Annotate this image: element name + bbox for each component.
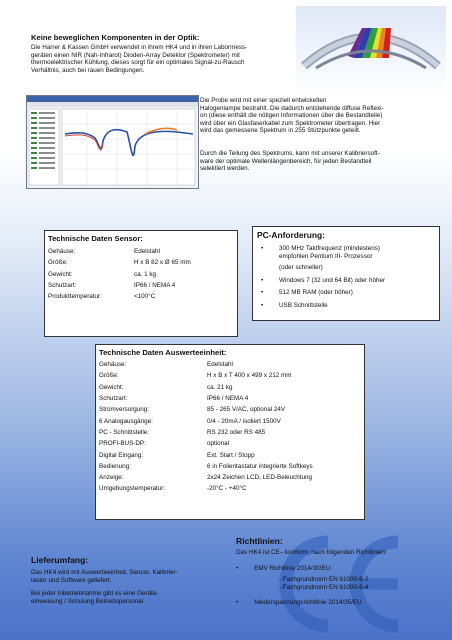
- text-line: Durch die Teilung des Spektrums, kann mit unserer Kalibriersoft-: [200, 150, 380, 157]
- text-line: Das HK4 wird mit Auswerteeinheit, Sensor, Kalibrier-: [31, 569, 178, 576]
- text-line: taster und Software geliefert.: [31, 576, 112, 584]
- sensor-specs-title: Technische Daten Sensor:: [48, 234, 143, 243]
- spec-row: [99, 359, 364, 370]
- norm-line: - Fachgrundnorm EN 61000-6-2: [279, 576, 369, 583]
- unit-specs-title: Technische Daten Auswerteeinheit:: [99, 348, 227, 357]
- spec-key: Bedienung:: [99, 462, 131, 470]
- text-line: Die Probe wird mit einer speziell entwickelten: [200, 97, 327, 104]
- spec-value: H x B 82 x Ø 65 mm: [134, 259, 191, 267]
- text-line: empfohlen Pentium III- Prozessor: [279, 252, 373, 260]
- spec-row: [99, 438, 364, 449]
- text-line: wird das gemessene Spektrum in 255 Stützpunkte geteilt.: [200, 127, 361, 135]
- spec-key: Digital Eingang:: [99, 451, 144, 459]
- spec-key: Gehäuse:: [48, 248, 76, 256]
- bullet-icon: •: [236, 565, 239, 572]
- spec-value: IP66 / NEMA 4: [207, 395, 249, 403]
- optics-heading: Keine beweglichen Komponenten in der Optik:: [31, 33, 200, 42]
- spec-key: 6 Analogausgänge:: [99, 417, 153, 425]
- spec-value: <100°C: [134, 293, 156, 301]
- spec-value: 85 - 265 V/AC, optional 24V: [207, 406, 286, 414]
- text-line: USB Schnittstelle: [279, 301, 328, 309]
- spec-value: Edelstahl: [207, 361, 233, 369]
- list-item: [257, 302, 435, 310]
- spec-value: Ext. Start / Stopp: [207, 451, 255, 459]
- spec-row: [99, 370, 364, 381]
- spec-row: [48, 291, 237, 302]
- spec-row: [48, 257, 237, 268]
- spec-row: [99, 382, 364, 393]
- text-line: wird über ein Glasfaserkabel zum Spektrometer übertragen. Hier: [200, 119, 381, 127]
- spec-key: PC - Schnittstelle:: [99, 428, 150, 436]
- spec-value: ca. 21 kg: [207, 383, 233, 391]
- guideline-item-emv: [236, 565, 332, 573]
- spec-key: PROFI-BUS-DP:: [99, 440, 146, 448]
- optics-paragraph-2: [200, 97, 448, 135]
- text-line: 300 MHz Taktfrequenz (mindestens): [279, 245, 381, 252]
- spec-value: 2x24 Zeichen LCD, LED-Beleuchtung: [207, 474, 313, 482]
- text-line: 512 MB RAM (oder höher): [279, 289, 353, 297]
- spec-key: Größe:: [99, 372, 119, 380]
- spec-row: [99, 404, 364, 415]
- spec-row: [99, 393, 364, 404]
- text-line: Halogenlampe bestrahlt. Die dadurch entstehende diffuse Reflexi-: [200, 104, 384, 112]
- spectrometer-arc-logo: [296, 6, 446, 96]
- list-item: [257, 289, 435, 297]
- text-line: on (diese enthält die nötigen Informationen über die Bestandteile): [200, 112, 383, 120]
- guideline-item-lv: [236, 599, 362, 607]
- bullet-icon: •: [261, 276, 264, 284]
- spec-key: Produkttemperatur:: [48, 293, 102, 301]
- guidelines-intro: Das HK4 ist CE– konform, nach folgenden Richtlinien:: [236, 549, 387, 556]
- spec-key: Anzeige:: [99, 474, 124, 482]
- spec-row: [99, 461, 364, 472]
- text-line: Die Harrer & Kassen GmbH verwendet in ihrem HK4 und in ihren Labormess-: [31, 44, 248, 51]
- spec-key: Umgebungstemperatur:: [99, 485, 166, 493]
- delivery-paragraph-1: [31, 569, 231, 584]
- guideline-label: Niederspannungsrichtlinie 2014/35/EU: [254, 599, 362, 606]
- spec-key: Gewicht:: [48, 270, 73, 278]
- spectrum-software-screenshot: [26, 95, 199, 189]
- spec-row: [99, 449, 364, 460]
- spec-value: optional: [207, 440, 230, 448]
- spec-key: Schutzart:: [99, 395, 128, 403]
- spec-key: Größe:: [48, 259, 68, 267]
- list-item: [257, 277, 435, 285]
- spec-value: 0/4 - 20mA / isoliert 1500V: [207, 417, 281, 425]
- spec-key: Stromversorgung:: [99, 406, 150, 414]
- text-line: einweisung / Schulung Betriebspersonal.: [31, 597, 145, 605]
- spec-value: ca. 1 kg: [134, 270, 157, 278]
- bullet-icon: •: [261, 301, 264, 309]
- text-line: Windows 7 (32 und 64 Bit) oder höher: [279, 276, 386, 284]
- text-line: thermoelektrischer Kühlung, dieses sorgt für ein optimales Signal-zu-Rausch: [31, 59, 245, 67]
- text-line: (oder schneller): [279, 264, 323, 272]
- spec-row: [48, 246, 237, 257]
- optics-paragraph-1: [31, 44, 301, 74]
- spec-value: 6 in Folientastatur integrierte Softkeys: [207, 462, 313, 470]
- spec-row: [48, 269, 237, 280]
- spec-key: Gewicht:: [99, 383, 124, 391]
- bullet-icon: •: [236, 599, 239, 606]
- spec-row: [99, 427, 364, 438]
- bullet-icon: •: [261, 245, 264, 252]
- delivery-title: Lieferumfang:: [31, 555, 89, 565]
- spec-row: [99, 483, 364, 494]
- text-line: ware der optimale Wellenlängenbereich, für jeden Bestandteil: [200, 157, 372, 165]
- pc-requirements-list: [257, 245, 435, 310]
- sensor-specs-box: [44, 230, 238, 337]
- spec-row: [48, 280, 237, 291]
- delivery-paragraph-2: [31, 590, 231, 605]
- spec-value: IP66 / NEMA 4: [134, 282, 176, 290]
- optics-paragraph-3: [200, 150, 448, 173]
- list-item: [257, 245, 435, 272]
- spec-key: Schutzart:: [48, 282, 77, 290]
- text-line: Verhältnis, auch bei rauen Bedingungen.: [31, 66, 145, 74]
- text-line: Bei jeder Inbetriebnahme gibt es eine Geräte-: [31, 590, 159, 597]
- pc-requirements-box: [252, 226, 440, 321]
- spec-row: [99, 472, 364, 483]
- bullet-icon: •: [261, 289, 264, 297]
- spec-value: RS 232 oder RS 485: [207, 428, 266, 436]
- spec-row: [99, 415, 364, 426]
- spec-value: -20°C - +40°C: [207, 485, 247, 493]
- text-line: selektiert werden.: [200, 165, 250, 173]
- spec-key: Gehäuse:: [99, 361, 127, 369]
- norm-line: - Fachgrundnorm EN 61000-6-4: [279, 584, 369, 591]
- unit-specs-box: [95, 344, 365, 520]
- spec-value: Edelstahl: [134, 248, 160, 256]
- guideline-label: EMV Richtlinie 2014/30/EU:: [254, 565, 332, 572]
- guidelines-title: Richtlinien:: [236, 536, 283, 546]
- text-line: geräten einen NIR (Nah-Infrarot) Dioden-Array Detektor (Spektrometer) mit: [31, 51, 240, 59]
- spec-value: H x B x T 400 x 499 x 212 mm: [207, 372, 292, 380]
- pc-requirements-title: PC-Anforderung:: [257, 230, 325, 240]
